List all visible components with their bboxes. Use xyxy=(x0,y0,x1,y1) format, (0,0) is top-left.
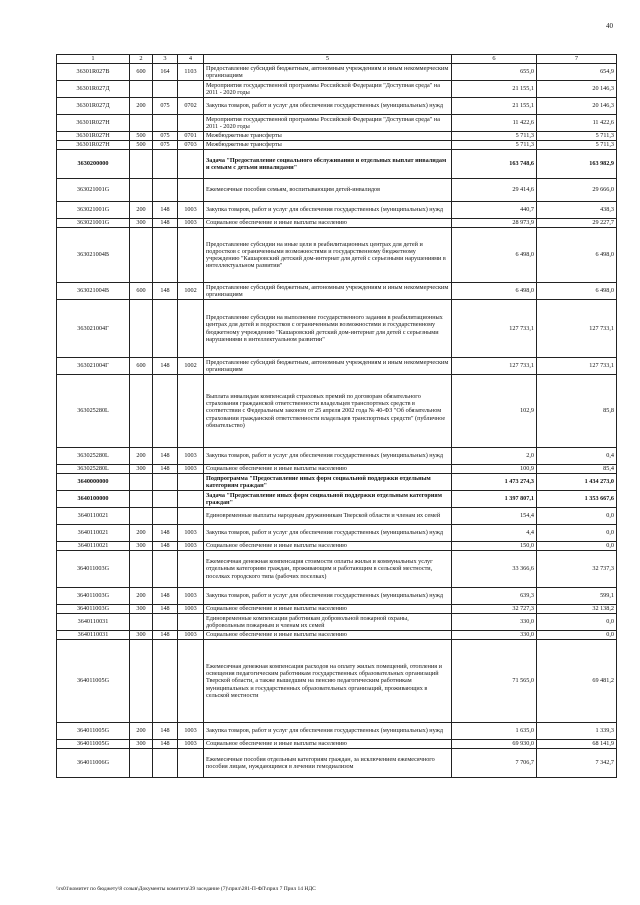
cell-code: 364011005G xyxy=(57,740,130,749)
cell-expense-type xyxy=(130,150,153,179)
cell-department: 148 xyxy=(153,605,178,614)
cell-name: Закупка товаров, работ и услуг для обеспечения государственных (муниципальных) нужд xyxy=(204,723,452,740)
cell-expense-type xyxy=(130,300,153,358)
cell-code: 364011005G xyxy=(57,640,130,723)
cell-value-col7: 0,0 xyxy=(537,542,617,551)
table-row xyxy=(57,375,617,448)
table-row xyxy=(57,283,617,300)
cell-expense-type: 500 xyxy=(130,141,153,150)
cell-name: Выплата инвалидам компенсаций страховых премий по договорам обязательного страхования гражданской ответственности владельцев транспортных средств в соответствии с Федеральным законом от 25 апреля 2002 года № 40-ФЗ "Об обязательном страховании гражданской ответственности владельцев транспортных средств" (публичное обязательство) xyxy=(204,375,452,448)
header-cell: 1 xyxy=(57,55,130,64)
cell-section: 1003 xyxy=(178,740,204,749)
cell-section xyxy=(178,228,204,283)
cell-name: Мероприятия государственной программы Российской Федерации "Доступная среда" на 2011 - 2020 годы xyxy=(204,115,452,132)
table-row xyxy=(57,81,617,98)
cell-value-col7: 1 353 667,6 xyxy=(537,491,617,508)
cell-section xyxy=(178,551,204,588)
cell-name: Предоставление субсидий бюджетным, автономным учреждениям и иным некоммерческим организациям xyxy=(204,283,452,300)
cell-value-col7: 0,4 xyxy=(537,448,617,465)
cell-section: 1003 xyxy=(178,448,204,465)
cell-name: Социальное обеспечение и иные выплаты населению xyxy=(204,605,452,614)
cell-value-col7: 0,0 xyxy=(537,614,617,631)
cell-code: 364011005G xyxy=(57,723,130,740)
cell-code: 364011003G xyxy=(57,605,130,614)
cell-name: Межбюджетные трансферты xyxy=(204,141,452,150)
cell-section: 1003 xyxy=(178,542,204,551)
table-row xyxy=(57,551,617,588)
cell-value-col7: 6 498,0 xyxy=(537,228,617,283)
cell-expense-type xyxy=(130,551,153,588)
cell-value-col6: 4,4 xyxy=(452,525,537,542)
cell-code: 36301R027H xyxy=(57,132,130,141)
cell-code: 3640110021 xyxy=(57,542,130,551)
cell-department: 148 xyxy=(153,465,178,474)
cell-value-col7: 1 434 273,0 xyxy=(537,474,617,491)
cell-section: 1003 xyxy=(178,202,204,219)
cell-department: 148 xyxy=(153,358,178,375)
cell-value-col7: 0,0 xyxy=(537,508,617,525)
cell-section xyxy=(178,491,204,508)
cell-value-col6: 6 498,0 xyxy=(452,283,537,300)
cell-department: 148 xyxy=(153,631,178,640)
cell-department: 148 xyxy=(153,740,178,749)
cell-name: Закупка товаров, работ и услуг для обеспечения государственных (муниципальных) нужд xyxy=(204,448,452,465)
table-row xyxy=(57,98,617,115)
cell-name: Предоставление субсидий бюджетным, автономным учреждениям и иным некоммерческим организациям xyxy=(204,64,452,81)
table-row xyxy=(57,614,617,631)
header-cell: 3 xyxy=(153,55,178,64)
cell-code: 363025280L xyxy=(57,465,130,474)
cell-name: Ежемесячная денежная компенсация расходов на оплату жилых помещений, отопления и освещения педагогическим работникам государственных образовательных организаций Тверской области, а также вышедшим на пенсию педагогическим работникам муниципальных и государственных образовательных организаций, проживающих в сельской местности xyxy=(204,640,452,723)
header-cell: 2 xyxy=(130,55,153,64)
cell-value-col7: 127 733,1 xyxy=(537,300,617,358)
cell-value-col7: 29 666,0 xyxy=(537,179,617,202)
cell-department xyxy=(153,640,178,723)
cell-expense-type: 600 xyxy=(130,358,153,375)
cell-department: 148 xyxy=(153,219,178,228)
cell-section xyxy=(178,614,204,631)
cell-code: 36301R027Д xyxy=(57,81,130,98)
header-cell: 4 xyxy=(178,55,204,64)
cell-value-col6: 100,9 xyxy=(452,465,537,474)
cell-value-col6: 1 635,0 xyxy=(452,723,537,740)
cell-code: 363025280L xyxy=(57,375,130,448)
cell-value-col6: 330,0 xyxy=(452,614,537,631)
cell-department xyxy=(153,81,178,98)
cell-value-col6: 2,0 xyxy=(452,448,537,465)
table-row xyxy=(57,141,617,150)
cell-expense-type xyxy=(130,491,153,508)
cell-name: Мероприятия государственной программы Российской Федерации "Доступная среда" на 2011 - 2020 годы xyxy=(204,81,452,98)
cell-department xyxy=(153,375,178,448)
page-number: 40 xyxy=(606,22,613,30)
budget-table xyxy=(56,54,617,778)
cell-value-col7: 68 141,9 xyxy=(537,740,617,749)
cell-expense-type: 300 xyxy=(130,605,153,614)
cell-code: 364011003G xyxy=(57,588,130,605)
cell-value-col7: 69 481,2 xyxy=(537,640,617,723)
cell-department xyxy=(153,300,178,358)
cell-department: 148 xyxy=(153,525,178,542)
cell-expense-type xyxy=(130,81,153,98)
cell-code: 363021001G xyxy=(57,179,130,202)
cell-value-col6: 1 397 807,1 xyxy=(452,491,537,508)
cell-value-col6: 127 733,1 xyxy=(452,358,537,375)
cell-value-col6: 11 422,6 xyxy=(452,115,537,132)
cell-department: 148 xyxy=(153,542,178,551)
table-row xyxy=(57,300,617,358)
cell-department: 075 xyxy=(153,98,178,115)
cell-section xyxy=(178,749,204,778)
cell-name: Предоставление субсидии на иные цели в реабилитационных центрах для детей и подростков с ограниченными возможностями и государственному бюджетному учреждению "Кашаровский детский дом-интернат для детей с серьезными нарушениями в интеллектуальном развитии" xyxy=(204,228,452,283)
cell-code: 36301R027B xyxy=(57,64,130,81)
cell-department: 148 xyxy=(153,448,178,465)
cell-name: Закупка товаров, работ и услуг для обеспечения государственных (муниципальных) нужд xyxy=(204,202,452,219)
cell-name: Единовременные выплаты народным дружинникам Тверской области и членам их семей xyxy=(204,508,452,525)
table-row xyxy=(57,723,617,740)
table-row xyxy=(57,491,617,508)
cell-department: 148 xyxy=(153,283,178,300)
cell-value-col6: 21 155,1 xyxy=(452,98,537,115)
cell-expense-type: 300 xyxy=(130,631,153,640)
cell-department xyxy=(153,491,178,508)
cell-expense-type: 600 xyxy=(130,283,153,300)
cell-value-col6: 5 711,3 xyxy=(452,132,537,141)
cell-value-col6: 150,0 xyxy=(452,542,537,551)
cell-value-col6: 440,7 xyxy=(452,202,537,219)
table-row xyxy=(57,631,617,640)
cell-section: 1003 xyxy=(178,219,204,228)
cell-value-col6: 69 930,0 xyxy=(452,740,537,749)
table-row xyxy=(57,132,617,141)
cell-value-col6: 127 733,1 xyxy=(452,300,537,358)
cell-expense-type: 200 xyxy=(130,723,153,740)
cell-code: 363021001G xyxy=(57,202,130,219)
cell-code: 364011003G xyxy=(57,551,130,588)
cell-section xyxy=(178,300,204,358)
cell-department: 148 xyxy=(153,723,178,740)
cell-department xyxy=(153,551,178,588)
cell-value-col7: 0,0 xyxy=(537,631,617,640)
cell-value-col7: 85,4 xyxy=(537,465,617,474)
table-row xyxy=(57,605,617,614)
cell-expense-type xyxy=(130,228,153,283)
cell-department: 148 xyxy=(153,588,178,605)
table-row xyxy=(57,228,617,283)
cell-expense-type: 600 xyxy=(130,64,153,81)
cell-section: 1003 xyxy=(178,605,204,614)
cell-value-col7: 654,9 xyxy=(537,64,617,81)
cell-name: Социальное обеспечение и иные выплаты населению xyxy=(204,465,452,474)
cell-section: 0703 xyxy=(178,141,204,150)
cell-value-col6: 28 973,9 xyxy=(452,219,537,228)
cell-name: Межбюджетные трансферты xyxy=(204,132,452,141)
cell-value-col6: 102,9 xyxy=(452,375,537,448)
cell-expense-type: 300 xyxy=(130,219,153,228)
cell-expense-type xyxy=(130,614,153,631)
table-row xyxy=(57,64,617,81)
cell-section: 0702 xyxy=(178,98,204,115)
table-row xyxy=(57,740,617,749)
cell-code: 36301R027Д xyxy=(57,98,130,115)
cell-value-col7: 32 138,2 xyxy=(537,605,617,614)
cell-name: Социальное обеспечение и иные выплаты населению xyxy=(204,631,452,640)
cell-expense-type: 200 xyxy=(130,98,153,115)
cell-value-col7: 1 339,3 xyxy=(537,723,617,740)
cell-value-col7: 5 711,3 xyxy=(537,132,617,141)
cell-expense-type: 200 xyxy=(130,448,153,465)
cell-section xyxy=(178,150,204,179)
cell-department: 075 xyxy=(153,132,178,141)
cell-code: 363021004B xyxy=(57,228,130,283)
cell-code: 363021004Г xyxy=(57,358,130,375)
cell-section: 1002 xyxy=(178,358,204,375)
cell-code: 364011006G xyxy=(57,749,130,778)
cell-code: 363021004B xyxy=(57,283,130,300)
cell-code: 3640110031 xyxy=(57,614,130,631)
cell-code: 363025280L xyxy=(57,448,130,465)
table-row xyxy=(57,179,617,202)
cell-value-col7: 127 733,1 xyxy=(537,358,617,375)
cell-section xyxy=(178,115,204,132)
table-row xyxy=(57,358,617,375)
cell-name: Закупка товаров, работ и услуг для обеспечения государственных (муниципальных) нужд xyxy=(204,98,452,115)
cell-section: 1003 xyxy=(178,723,204,740)
cell-name: Подпрограмма "Предоставление иных форм социальной поддержки отдельным категориям граждан" xyxy=(204,474,452,491)
table-row xyxy=(57,202,617,219)
cell-value-col7: 29 227,7 xyxy=(537,219,617,228)
cell-name: Ежемесячная денежная компенсация стоимости оплаты жилья и коммунальных услуг отдельным категориям граждан, проживающим и работающим в сельской местности, поселках городского типа (рабочих поселках) xyxy=(204,551,452,588)
cell-expense-type xyxy=(130,375,153,448)
cell-value-col7: 7 342,7 xyxy=(537,749,617,778)
cell-section xyxy=(178,508,204,525)
cell-department xyxy=(153,749,178,778)
cell-expense-type: 300 xyxy=(130,465,153,474)
footer-file-path: \\rs01\комитет по бюджету\8 созыв\Документы комитета\39 заседание (7)\прил\281-П-ФЛ\прил 7 Прил 14 НДС xyxy=(56,886,316,892)
cell-value-col6: 6 498,0 xyxy=(452,228,537,283)
cell-value-col7: 20 146,3 xyxy=(537,81,617,98)
cell-section xyxy=(178,474,204,491)
cell-expense-type: 200 xyxy=(130,202,153,219)
table-row xyxy=(57,749,617,778)
cell-section: 1003 xyxy=(178,525,204,542)
header-cell: 7 xyxy=(537,55,617,64)
cell-department xyxy=(153,115,178,132)
cell-value-col6: 154,4 xyxy=(452,508,537,525)
table-row xyxy=(57,640,617,723)
cell-expense-type xyxy=(130,640,153,723)
cell-name: Социальное обеспечение и иные выплаты населению xyxy=(204,740,452,749)
cell-value-col7: 438,3 xyxy=(537,202,617,219)
cell-expense-type: 200 xyxy=(130,588,153,605)
cell-section: 1003 xyxy=(178,588,204,605)
cell-section: 1003 xyxy=(178,465,204,474)
cell-code: 3640000000 xyxy=(57,474,130,491)
cell-name: Предоставление субсидии на выполнение государственного задания в реабилитационных центрах для детей и подростков с ограниченными возможностями и государственному бюджетному учреждению "Кашаровский детский дом-интернат для детей с серьезными нарушениями в интеллектуальном развитии" xyxy=(204,300,452,358)
cell-code: 363021004Г xyxy=(57,300,130,358)
cell-department xyxy=(153,179,178,202)
cell-name: Социальное обеспечение и иные выплаты населению xyxy=(204,542,452,551)
cell-name: Ежемесячные пособия отдельным категориям граждан, за исключением ежемесячного пособия лицам, нуждающимся в лечении гемодиализом xyxy=(204,749,452,778)
cell-name: Закупка товаров, работ и услуг для обеспечения государственных (муниципальных) нужд xyxy=(204,525,452,542)
cell-value-col6: 71 565,0 xyxy=(452,640,537,723)
cell-expense-type xyxy=(130,474,153,491)
cell-value-col7: 0,0 xyxy=(537,525,617,542)
table-row xyxy=(57,508,617,525)
cell-value-col6: 1 473 274,3 xyxy=(452,474,537,491)
cell-value-col6: 639,3 xyxy=(452,588,537,605)
table-row xyxy=(57,474,617,491)
cell-value-col6: 655,0 xyxy=(452,64,537,81)
table-row xyxy=(57,448,617,465)
cell-code: 3640110021 xyxy=(57,508,130,525)
cell-value-col6: 32 727,3 xyxy=(452,605,537,614)
cell-section xyxy=(178,81,204,98)
cell-expense-type xyxy=(130,179,153,202)
cell-value-col7: 32 737,3 xyxy=(537,551,617,588)
cell-value-col6: 33 366,6 xyxy=(452,551,537,588)
cell-expense-type: 500 xyxy=(130,132,153,141)
cell-value-col7: 11 422,6 xyxy=(537,115,617,132)
cell-name: Единовременные компенсации работникам добровольной пожарной охраны, добровольным пожарным и членам их семей xyxy=(204,614,452,631)
table-row xyxy=(57,588,617,605)
cell-department xyxy=(153,474,178,491)
cell-value-col7: 85,8 xyxy=(537,375,617,448)
header-cell: 5 xyxy=(204,55,452,64)
cell-name: Предоставление субсидий бюджетным, автономным учреждениям и иным некоммерческим организациям xyxy=(204,358,452,375)
header-row xyxy=(57,55,617,64)
cell-code: 3640110031 xyxy=(57,631,130,640)
cell-code: 36301R027H xyxy=(57,115,130,132)
cell-name: Задача "Предоставление социального обслуживания и отдельных выплат инвалидам и семьям с детьми инвалидами" xyxy=(204,150,452,179)
cell-department: 075 xyxy=(153,141,178,150)
cell-expense-type: 200 xyxy=(130,525,153,542)
cell-section: 0701 xyxy=(178,132,204,141)
cell-value-col7: 20 146,3 xyxy=(537,98,617,115)
cell-code: 36301R027H xyxy=(57,141,130,150)
cell-section xyxy=(178,375,204,448)
table-row xyxy=(57,465,617,474)
cell-department xyxy=(153,150,178,179)
cell-value-col7: 5 711,3 xyxy=(537,141,617,150)
cell-department xyxy=(153,508,178,525)
cell-value-col6: 330,0 xyxy=(452,631,537,640)
cell-value-col7: 163 982,9 xyxy=(537,150,617,179)
cell-code: 3640100000 xyxy=(57,491,130,508)
cell-code: 3630200000 xyxy=(57,150,130,179)
cell-value-col7: 6 498,0 xyxy=(537,283,617,300)
cell-name: Социальное обеспечение и иные выплаты населению xyxy=(204,219,452,228)
cell-department xyxy=(153,228,178,283)
cell-code: 363021001G xyxy=(57,219,130,228)
table-row xyxy=(57,150,617,179)
cell-expense-type: 300 xyxy=(130,740,153,749)
cell-code: 3640110021 xyxy=(57,525,130,542)
table-row xyxy=(57,219,617,228)
cell-expense-type xyxy=(130,749,153,778)
cell-section: 1002 xyxy=(178,283,204,300)
cell-section: 1003 xyxy=(178,631,204,640)
cell-department: 164 xyxy=(153,64,178,81)
cell-name: Задача "Предоставление иных форм социальной поддержки отдельным категориям граждан" xyxy=(204,491,452,508)
cell-name: Закупка товаров, работ и услуг для обеспечения государственных (муниципальных) нужд xyxy=(204,588,452,605)
table-row xyxy=(57,115,617,132)
cell-section xyxy=(178,640,204,723)
cell-expense-type xyxy=(130,508,153,525)
cell-value-col7: 599,1 xyxy=(537,588,617,605)
header-cell: 6 xyxy=(452,55,537,64)
cell-expense-type: 300 xyxy=(130,542,153,551)
cell-value-col6: 29 414,6 xyxy=(452,179,537,202)
cell-value-col6: 163 748,6 xyxy=(452,150,537,179)
table-row xyxy=(57,525,617,542)
cell-department: 148 xyxy=(153,202,178,219)
table-row xyxy=(57,542,617,551)
cell-section: 1103 xyxy=(178,64,204,81)
cell-name: Ежемесячные пособия семьям, воспитывающим детей-инвалидов xyxy=(204,179,452,202)
cell-section xyxy=(178,179,204,202)
cell-value-col6: 21 155,1 xyxy=(452,81,537,98)
cell-expense-type xyxy=(130,115,153,132)
cell-value-col6: 7 706,7 xyxy=(452,749,537,778)
cell-department xyxy=(153,614,178,631)
cell-value-col6: 5 711,3 xyxy=(452,141,537,150)
